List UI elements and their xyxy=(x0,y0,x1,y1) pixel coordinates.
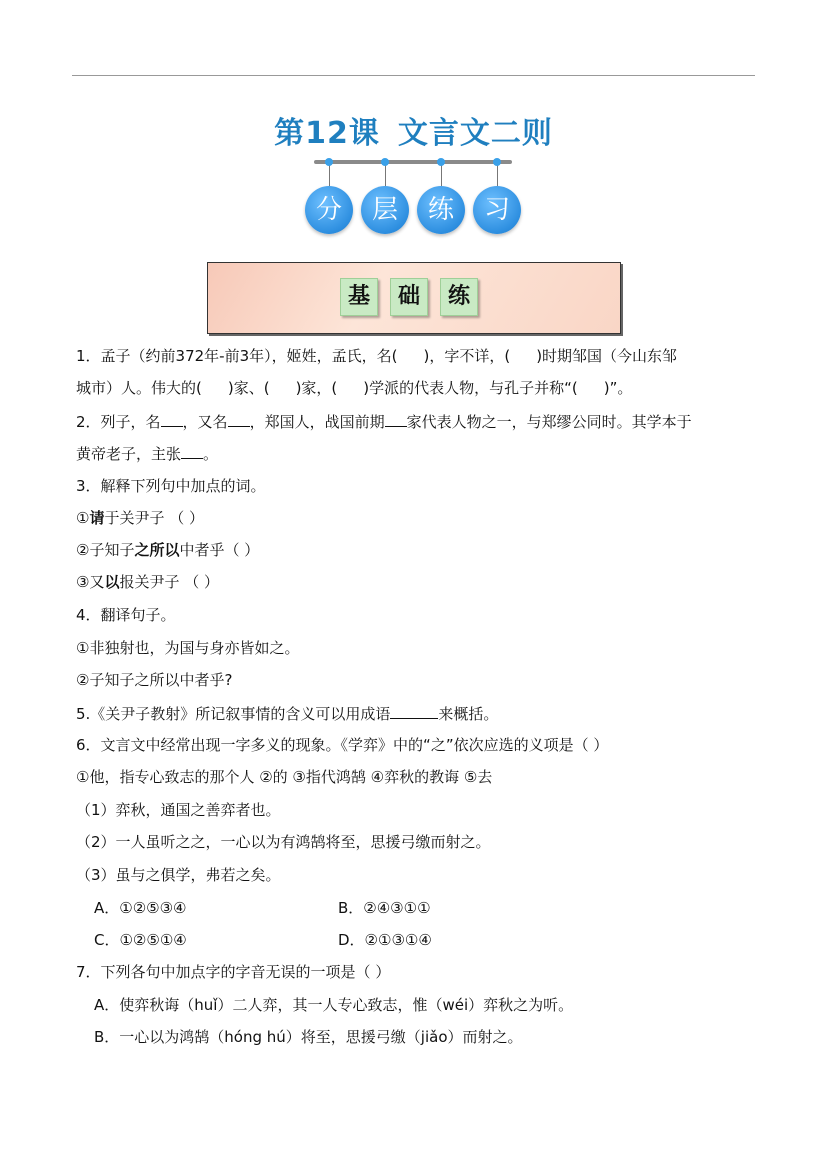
section-char: 础 xyxy=(390,278,428,316)
dotted-word: 所以 xyxy=(149,541,180,559)
answer-blank[interactable] xyxy=(228,411,250,427)
text: ① xyxy=(76,509,90,527)
text: 黄帝老子，主张 xyxy=(76,445,182,463)
lesson-name: 文言文二则 xyxy=(397,116,553,151)
text: )”。 xyxy=(603,379,633,397)
question-6-sentence-2: （2）一人虽听之之，一心以为有鸿鹄将至，思援弓缴而射之。 xyxy=(76,833,491,851)
answer-blank[interactable] xyxy=(390,703,438,719)
decor-dot xyxy=(325,158,333,166)
text: 。 xyxy=(203,445,219,463)
question-5 xyxy=(76,703,498,724)
text: 报关尹子 （ ） xyxy=(119,573,220,591)
dotted-word: 之 xyxy=(134,541,150,559)
section-char: 练 xyxy=(440,278,478,316)
text: )时期邹国（今山东邹 xyxy=(536,347,678,365)
answer-blank[interactable] xyxy=(161,411,183,427)
dotted-word: 以 xyxy=(104,573,120,591)
text: 城市）人。伟大的( xyxy=(76,379,202,397)
question-3-item-3 xyxy=(76,572,219,592)
lesson-number: 第12课 xyxy=(274,116,380,151)
answer-blank[interactable] xyxy=(181,443,203,459)
question-7-choice-a[interactable]: A．使弈秋诲（huǐ）二人弈，其一人专心致志，惟（wéi）弈秋之为听。 xyxy=(94,996,574,1014)
question-3-item-1 xyxy=(76,508,204,528)
section-char: 基 xyxy=(340,278,378,316)
question-7-stem: 7．下列各句中加点字的字音无误的一项是（ ） xyxy=(76,963,391,981)
text: 于关尹子 （ ） xyxy=(104,509,205,527)
lesson-title xyxy=(0,108,827,152)
text: )家，( xyxy=(295,379,338,397)
question-6-options: ①他，指专心致志的那个人 ②的 ③指代鸿鹄 ④弈秋的教诲 ⑤去 xyxy=(76,768,493,786)
question-6-choice-d[interactable]: D．②①③①④ xyxy=(338,931,432,949)
text: 家代表人物之一，与郑缪公同时。其学本于 xyxy=(406,413,692,431)
question-3-item-2 xyxy=(76,540,259,560)
subtitle-char: 练 xyxy=(417,186,465,234)
answer-blank[interactable] xyxy=(385,411,407,427)
question-1-line-1 xyxy=(76,346,677,366)
question-7-choice-b[interactable]: B．一心以为鸿鹄（hóng hú）将至，思援弓缴（jiǎo）而射之。 xyxy=(94,1028,523,1046)
text: ，又名 xyxy=(182,413,228,431)
question-6-sentence-3: （3）虽与之俱学，弗若之矣。 xyxy=(76,866,281,884)
dotted-word: 请 xyxy=(89,509,105,527)
text: ②子知子 xyxy=(76,541,135,559)
decor-bar xyxy=(314,160,512,164)
question-6-choice-b[interactable]: B．②④③①① xyxy=(338,899,431,917)
text: 5.《关尹子教射》所记叙事情的含义可以用成语 xyxy=(76,705,391,723)
decor-dot xyxy=(381,158,389,166)
text: 中者乎（ ） xyxy=(179,541,260,559)
question-6-stem: 6．文言文中经常出现一字多义的现象。《学弈》中的“之”依次应选的义项是（ ） xyxy=(76,736,609,754)
question-1-line-2 xyxy=(76,378,632,398)
decor-dot xyxy=(493,158,501,166)
question-2-line-1 xyxy=(76,411,692,432)
text: 2．列子，名 xyxy=(76,413,161,431)
question-6-choice-a[interactable]: A．①②⑤③④ xyxy=(94,899,187,917)
question-2-line-2 xyxy=(76,443,218,464)
text: 1．孟子（约前372年-前3年），姬姓，孟氏，名( xyxy=(76,347,398,365)
header-rule xyxy=(72,75,755,76)
text: )，字不详，( xyxy=(423,347,511,365)
subtitle-char: 分 xyxy=(305,186,353,234)
text: ③又 xyxy=(76,573,105,591)
text: )学派的代表人物，与孔子并称“( xyxy=(363,379,578,397)
subtitle-char: 习 xyxy=(473,186,521,234)
decor-dot xyxy=(437,158,445,166)
question-6-sentence-1: （1）弈秋，通国之善弈者也。 xyxy=(76,801,281,819)
question-4-sentence-2: ②子知子之所以中者乎? xyxy=(76,671,233,689)
subtitle-char: 层 xyxy=(361,186,409,234)
text: ，郑国人，战国前期 xyxy=(249,413,385,431)
question-4-sentence-1: ①非独射也，为国与身亦皆如之。 xyxy=(76,639,300,657)
question-3-stem: 3．解释下列句中加点的词。 xyxy=(76,477,266,495)
question-6-choice-c[interactable]: C．①②⑤①④ xyxy=(94,931,187,949)
text: 来概括。 xyxy=(438,705,499,723)
question-4-stem: 4．翻译句子。 xyxy=(76,606,176,624)
text: )家、( xyxy=(227,379,270,397)
